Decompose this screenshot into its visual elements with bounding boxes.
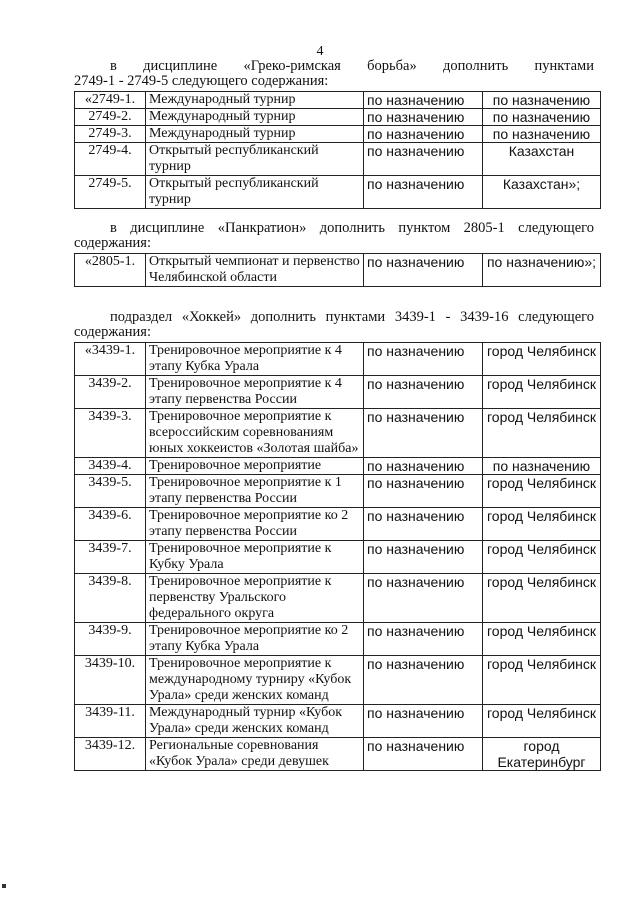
event-name-cell: Тренировочное мероприятие к 1 этапу первенства России bbox=[146, 475, 364, 508]
participants-cell: по назначению bbox=[364, 541, 483, 574]
event-name-cell: Тренировочное мероприятие к 4 этапу первенства России bbox=[146, 376, 364, 409]
participants-cell: по назначению bbox=[364, 376, 483, 409]
location-cell: по назначению bbox=[483, 109, 601, 126]
participants-cell: по назначению bbox=[364, 92, 483, 109]
paragraph-line: в дисциплине «Греко-римская борьба» дополнить пунктами bbox=[110, 58, 594, 74]
location-cell: Казахстан»; bbox=[483, 176, 601, 209]
table-greco-roman bbox=[74, 91, 601, 209]
table-row bbox=[75, 656, 601, 705]
participants-cell: по назначению bbox=[364, 143, 483, 176]
item-number-cell: 3439-7. bbox=[75, 541, 146, 574]
table-row bbox=[75, 109, 601, 126]
location-cell: город Челябинск bbox=[483, 623, 601, 656]
participants-cell: по назначению bbox=[364, 109, 483, 126]
location-cell: город Челябинск bbox=[483, 475, 601, 508]
table-row bbox=[75, 574, 601, 623]
event-name-cell: Открытый чемпионат и первенство Челябинской области bbox=[146, 254, 364, 287]
item-number-cell: 3439-8. bbox=[75, 574, 146, 623]
page-number: 4 bbox=[316, 44, 324, 59]
paragraph-line: содержания: bbox=[74, 235, 152, 251]
item-number-cell: 2749-5. bbox=[75, 176, 146, 209]
event-name-cell: Тренировочное мероприятие ко 2 этапу первенства России bbox=[146, 508, 364, 541]
event-name-cell: Международный турнир «Кубок Урала» среди женских команд bbox=[146, 705, 364, 738]
location-cell: город Челябинск bbox=[483, 343, 601, 376]
location-cell: город Челябинск bbox=[483, 541, 601, 574]
participants-cell: по назначению bbox=[364, 126, 483, 143]
paragraph-line: содержания: bbox=[74, 324, 152, 340]
event-name-cell: Международный турнир bbox=[146, 126, 364, 143]
participants-cell: по назначению bbox=[364, 738, 483, 771]
paragraph-line: подраздел «Хоккей» дополнить пунктами 3439-1 - 3439-16 следующего bbox=[110, 309, 594, 325]
participants-cell: по назначению bbox=[364, 623, 483, 656]
table-row bbox=[75, 143, 601, 176]
item-number-cell: 3439-12. bbox=[75, 738, 146, 771]
table-pankration bbox=[74, 253, 601, 287]
item-number-cell: «3439-1. bbox=[75, 343, 146, 376]
location-cell: по назначению»; bbox=[483, 254, 601, 287]
participants-cell: по назначению bbox=[364, 254, 483, 287]
item-number-cell: 3439-3. bbox=[75, 409, 146, 458]
participants-cell: по назначению bbox=[364, 458, 483, 475]
participants-cell: по назначению bbox=[364, 574, 483, 623]
table-row bbox=[75, 254, 601, 287]
item-number-cell: 3439-4. bbox=[75, 458, 146, 475]
location-cell: город Челябинск bbox=[483, 705, 601, 738]
event-name-cell: Тренировочное мероприятие к международному турниру «Кубок Урала» среди женских команд bbox=[146, 656, 364, 705]
item-number-cell: 3439-2. bbox=[75, 376, 146, 409]
table-row bbox=[75, 126, 601, 143]
table-row bbox=[75, 458, 601, 475]
participants-cell: по назначению bbox=[364, 343, 483, 376]
paragraph-line: 2749-1 - 2749-5 следующего содержания: bbox=[74, 73, 329, 89]
item-number-cell: 3439-10. bbox=[75, 656, 146, 705]
location-cell: по назначению bbox=[483, 92, 601, 109]
location-cell: город Челябинск bbox=[483, 656, 601, 705]
event-name-cell: Региональные соревнования «Кубок Урала» среди девушек bbox=[146, 738, 364, 771]
table-row bbox=[75, 623, 601, 656]
location-cell: город Челябинск bbox=[483, 508, 601, 541]
location-cell: город Челябинск bbox=[483, 376, 601, 409]
table-row bbox=[75, 176, 601, 209]
table-row bbox=[75, 376, 601, 409]
event-name-cell: Тренировочное мероприятие к первенству Уральского федерального округа bbox=[146, 574, 364, 623]
location-cell: город Челябинск bbox=[483, 409, 601, 458]
scan-mark bbox=[2, 884, 6, 888]
location-cell: по назначению bbox=[483, 126, 601, 143]
item-number-cell: 3439-6. bbox=[75, 508, 146, 541]
item-number-cell: 2749-3. bbox=[75, 126, 146, 143]
event-name-cell: Тренировочное мероприятие ко 2 этапу Кубка Урала bbox=[146, 623, 364, 656]
participants-cell: по назначению bbox=[364, 705, 483, 738]
paragraph-pankration bbox=[74, 221, 594, 251]
participants-cell: по назначению bbox=[364, 409, 483, 458]
event-name-cell: Открытый республиканский турнир bbox=[146, 143, 364, 176]
table-row bbox=[75, 409, 601, 458]
location-cell: Казахстан bbox=[483, 143, 601, 176]
item-number-cell: «2749-1. bbox=[75, 92, 146, 109]
paragraph-hockey bbox=[74, 310, 594, 340]
table-row bbox=[75, 705, 601, 738]
participants-cell: по назначению bbox=[364, 475, 483, 508]
participants-cell: по назначению bbox=[364, 508, 483, 541]
table-row bbox=[75, 541, 601, 574]
participants-cell: по назначению bbox=[364, 176, 483, 209]
location-cell: город Челябинск bbox=[483, 574, 601, 623]
event-name-cell: Международный турнир bbox=[146, 92, 364, 109]
item-number-cell: 3439-11. bbox=[75, 705, 146, 738]
item-number-cell: «2805-1. bbox=[75, 254, 146, 287]
event-name-cell: Тренировочное мероприятие bbox=[146, 458, 364, 475]
item-number-cell: 2749-2. bbox=[75, 109, 146, 126]
item-number-cell: 3439-9. bbox=[75, 623, 146, 656]
event-name-cell: Открытый республиканский турнир bbox=[146, 176, 364, 209]
event-name-cell: Тренировочное мероприятие к 4 этапу Кубка Урала bbox=[146, 343, 364, 376]
table-row bbox=[75, 92, 601, 109]
participants-cell: по назначению bbox=[364, 656, 483, 705]
event-name-cell: Международный турнир bbox=[146, 109, 364, 126]
event-name-cell: Тренировочное мероприятие к всероссийским соревнованиям юных хоккеистов «Золотая шайба» bbox=[146, 409, 364, 458]
item-number-cell: 2749-4. bbox=[75, 143, 146, 176]
location-cell: по назначению bbox=[483, 458, 601, 475]
table-row bbox=[75, 508, 601, 541]
table-hockey bbox=[74, 342, 601, 771]
location-cell: город Екатеринбург bbox=[483, 738, 601, 771]
paragraph-greco-roman bbox=[74, 59, 594, 89]
paragraph-line: в дисциплине «Панкратион» дополнить пунктом 2805-1 следующего bbox=[110, 220, 594, 236]
item-number-cell: 3439-5. bbox=[75, 475, 146, 508]
table-row bbox=[75, 475, 601, 508]
table-row bbox=[75, 343, 601, 376]
table-row bbox=[75, 738, 601, 771]
event-name-cell: Тренировочное мероприятие к Кубку Урала bbox=[146, 541, 364, 574]
